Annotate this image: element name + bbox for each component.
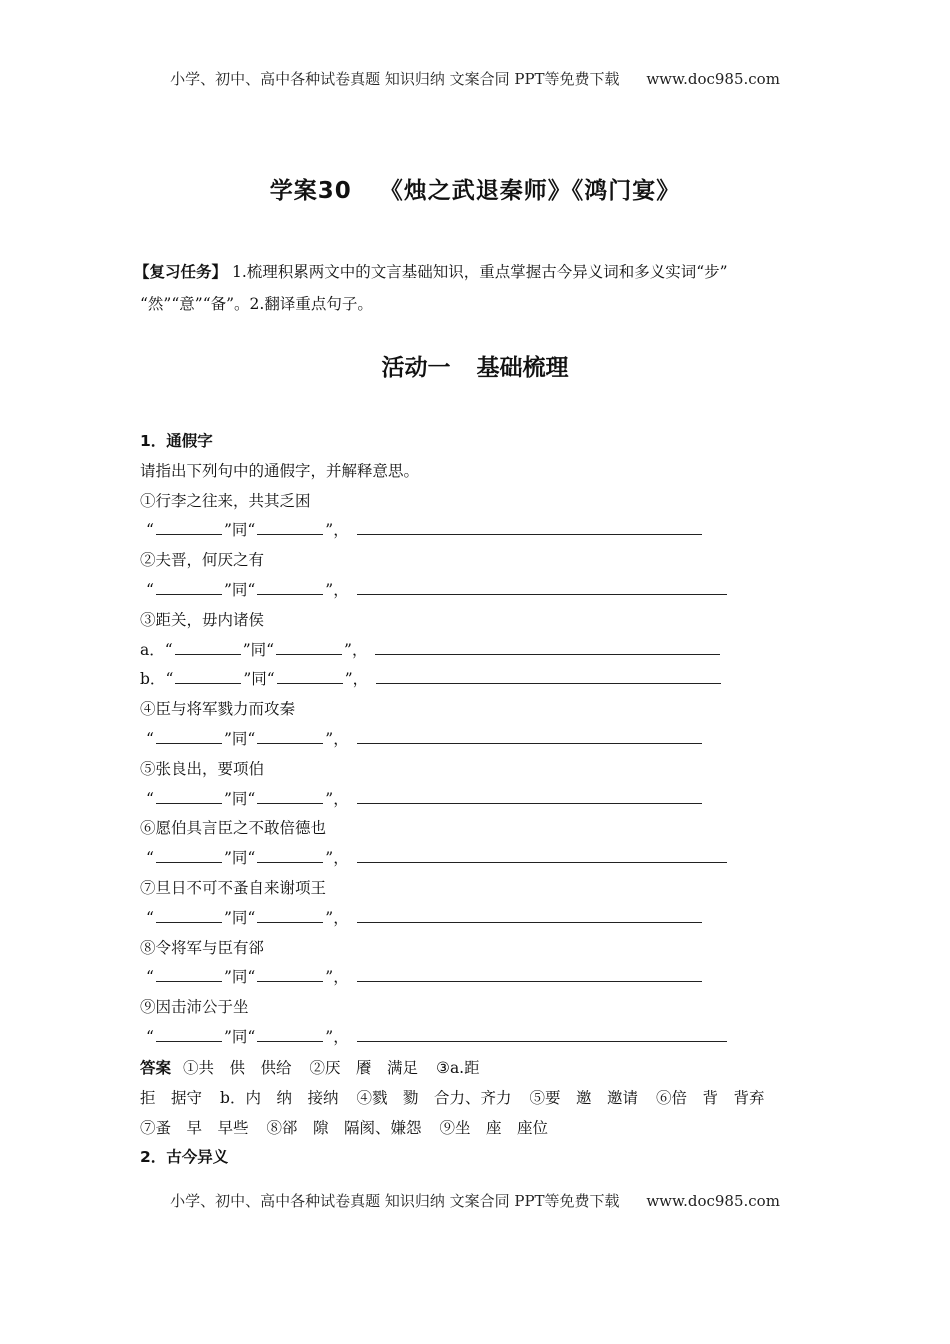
answer-blank-row-9: [140, 1023, 820, 1053]
open-quote: “: [146, 729, 154, 748]
close-quote: ”，: [325, 968, 349, 987]
answer-3-start: ③a.距: [436, 1058, 480, 1077]
tongjiazi-heading: 1．通假字: [140, 432, 213, 450]
tongjiazi-instruction: 请指出下列句中的通假字，并解释意思。: [140, 461, 420, 480]
sub-label-b: b．: [140, 670, 166, 689]
answer-3b: b．内 纳 接纳: [220, 1088, 339, 1107]
question-8: ⑧令将军与臣有郤: [140, 938, 265, 957]
question-3: ③距关，毋内诸侯: [140, 610, 265, 629]
blank-char[interactable]: [257, 788, 323, 804]
blank-char[interactable]: [156, 907, 222, 923]
main-content: [140, 427, 820, 1173]
close-quote: ”，: [325, 521, 349, 540]
blank-char[interactable]: [257, 728, 323, 744]
title-works: 《烛之武退秦师》《鸿门宴》: [379, 178, 681, 204]
blank-meaning[interactable]: [375, 639, 720, 655]
blank-meaning[interactable]: [357, 847, 727, 863]
answer-blank-row-3b: [140, 665, 820, 695]
sub-label-a: a．: [140, 640, 165, 659]
answer-blank-row-4: [140, 725, 820, 755]
question-2: ②夫晋，何厌之有: [140, 551, 265, 570]
blank-char[interactable]: [257, 847, 323, 863]
open-quote: “: [164, 640, 173, 659]
tong-text: ”同“: [223, 908, 256, 927]
task-label: 【复习任务】: [134, 263, 228, 281]
blank-char[interactable]: [156, 788, 222, 804]
open-quote: “: [146, 849, 154, 868]
close-quote: ”，: [325, 908, 349, 927]
blank-char[interactable]: [156, 728, 222, 744]
answer-6: ⑥倍 背 背弃: [655, 1088, 765, 1107]
header-url[interactable]: www.doc985.com: [646, 70, 780, 88]
footer-text: 小学、初中、高中各种试卷真题 知识归纳 文案合同 PPT等免费下载: [170, 1192, 620, 1210]
tong-text: ”同“: [223, 789, 256, 808]
blank-meaning[interactable]: [357, 519, 702, 535]
page-footer: [0, 1190, 950, 1211]
blank-char[interactable]: [156, 1026, 222, 1042]
answer-2: ②厌 餍 满足: [309, 1058, 419, 1077]
open-quote: “: [146, 580, 154, 599]
blank-meaning[interactable]: [357, 1026, 727, 1042]
close-quote: ”，: [325, 1027, 349, 1046]
document-title: [0, 172, 950, 205]
blank-meaning[interactable]: [357, 907, 702, 923]
answer-line-1: [140, 1053, 820, 1083]
tong-text: ”同“: [223, 729, 256, 748]
close-quote: ”，: [325, 849, 349, 868]
blank-char[interactable]: [156, 847, 222, 863]
blank-char[interactable]: [257, 907, 323, 923]
title-prefix: 学案30: [269, 178, 352, 204]
gujin-heading: 2．古今异义: [140, 1147, 229, 1166]
answer-blank-row-6: [140, 844, 820, 874]
blank-meaning[interactable]: [357, 728, 702, 744]
tong-text: ”同“: [223, 521, 256, 540]
question-5: ⑤张良出，要项伯: [140, 759, 265, 778]
blank-char[interactable]: [175, 639, 241, 655]
answer-line-2: [140, 1083, 820, 1113]
task-line-1: [134, 256, 820, 288]
answer-7: ⑦蚤 早 早些: [140, 1118, 249, 1137]
section-title: [0, 349, 950, 382]
section-part-2: 基础梳理: [476, 355, 569, 381]
page-header: [0, 68, 950, 89]
question-1: ①行李之往来，共其乏困: [140, 491, 311, 510]
tong-text: ”同“: [223, 849, 256, 868]
blank-meaning[interactable]: [357, 788, 702, 804]
answer-blank-row-3a: [140, 636, 820, 666]
open-quote: “: [146, 908, 154, 927]
question-7: ⑦旦日不可不蚤自来谢项王: [140, 878, 327, 897]
blank-char[interactable]: [156, 579, 222, 595]
question-9: ⑨因击沛公于坐: [140, 998, 249, 1017]
tong-text: ”同“: [242, 640, 275, 659]
tong-text: ”同“: [243, 670, 275, 689]
tong-text: ”同“: [223, 580, 256, 599]
close-quote: ”，: [344, 640, 368, 659]
blank-char[interactable]: [175, 668, 241, 684]
open-quote: “: [146, 789, 154, 808]
blank-char[interactable]: [276, 639, 342, 655]
answer-blank-row-8: [140, 963, 820, 993]
header-text: 小学、初中、高中各种试卷真题 知识归纳 文案合同 PPT等免费下载: [170, 70, 620, 88]
question-6: ⑥愿伯具言臣之不敢倍德也: [140, 819, 327, 838]
blank-char[interactable]: [277, 668, 343, 684]
answer-blank-row-7: [140, 904, 820, 934]
answer-blank-row-1: [140, 516, 820, 546]
footer-url[interactable]: www.doc985.com: [646, 1192, 780, 1210]
answer-1: ①共 供 供给: [183, 1058, 292, 1077]
review-task: [134, 256, 820, 320]
answer-3-end: 拒 据守: [140, 1088, 203, 1107]
answer-4: ④戮 勠 合力、齐力: [356, 1088, 512, 1107]
answer-blank-row-5: [140, 785, 820, 815]
answer-label: 答案: [140, 1058, 172, 1077]
answer-blank-row-2: [140, 576, 820, 606]
blank-meaning[interactable]: [376, 668, 721, 684]
tong-text: ”同“: [223, 968, 256, 987]
task-text-1: 1.梳理积累两文中的文言基础知识，重点掌握古今异义词和多义实词“步”: [231, 263, 728, 281]
blank-char[interactable]: [156, 966, 222, 982]
answer-line-3: [140, 1113, 820, 1143]
close-quote: ”，: [325, 789, 349, 808]
blank-meaning[interactable]: [357, 579, 727, 595]
open-quote: “: [146, 1027, 154, 1046]
open-quote: “: [146, 521, 154, 540]
answer-9: ⑨坐 座 座位: [439, 1118, 549, 1137]
answer-block: [140, 1053, 820, 1143]
close-quote: ”，: [325, 729, 349, 748]
blank-char[interactable]: [257, 519, 323, 535]
blank-char[interactable]: [156, 519, 222, 535]
answer-5: ⑤要 邀 邀请: [529, 1088, 638, 1107]
close-quote: ”，: [325, 580, 349, 599]
blank-char[interactable]: [257, 966, 323, 982]
tong-text: ”同“: [223, 1027, 256, 1046]
task-line-2: “然”“意”“备”。2.翻译重点句子。: [140, 295, 373, 313]
blank-char[interactable]: [257, 579, 323, 595]
blank-char[interactable]: [257, 1026, 323, 1042]
open-quote: “: [165, 670, 174, 689]
question-4: ④臣与将军戮力而攻秦: [140, 700, 296, 719]
open-quote: “: [146, 968, 154, 987]
section-part-1: 活动一: [381, 355, 451, 381]
close-quote: ”，: [344, 670, 369, 689]
blank-meaning[interactable]: [357, 966, 702, 982]
answer-8: ⑧郤 隙 隔阂、嫌怨: [266, 1118, 422, 1137]
